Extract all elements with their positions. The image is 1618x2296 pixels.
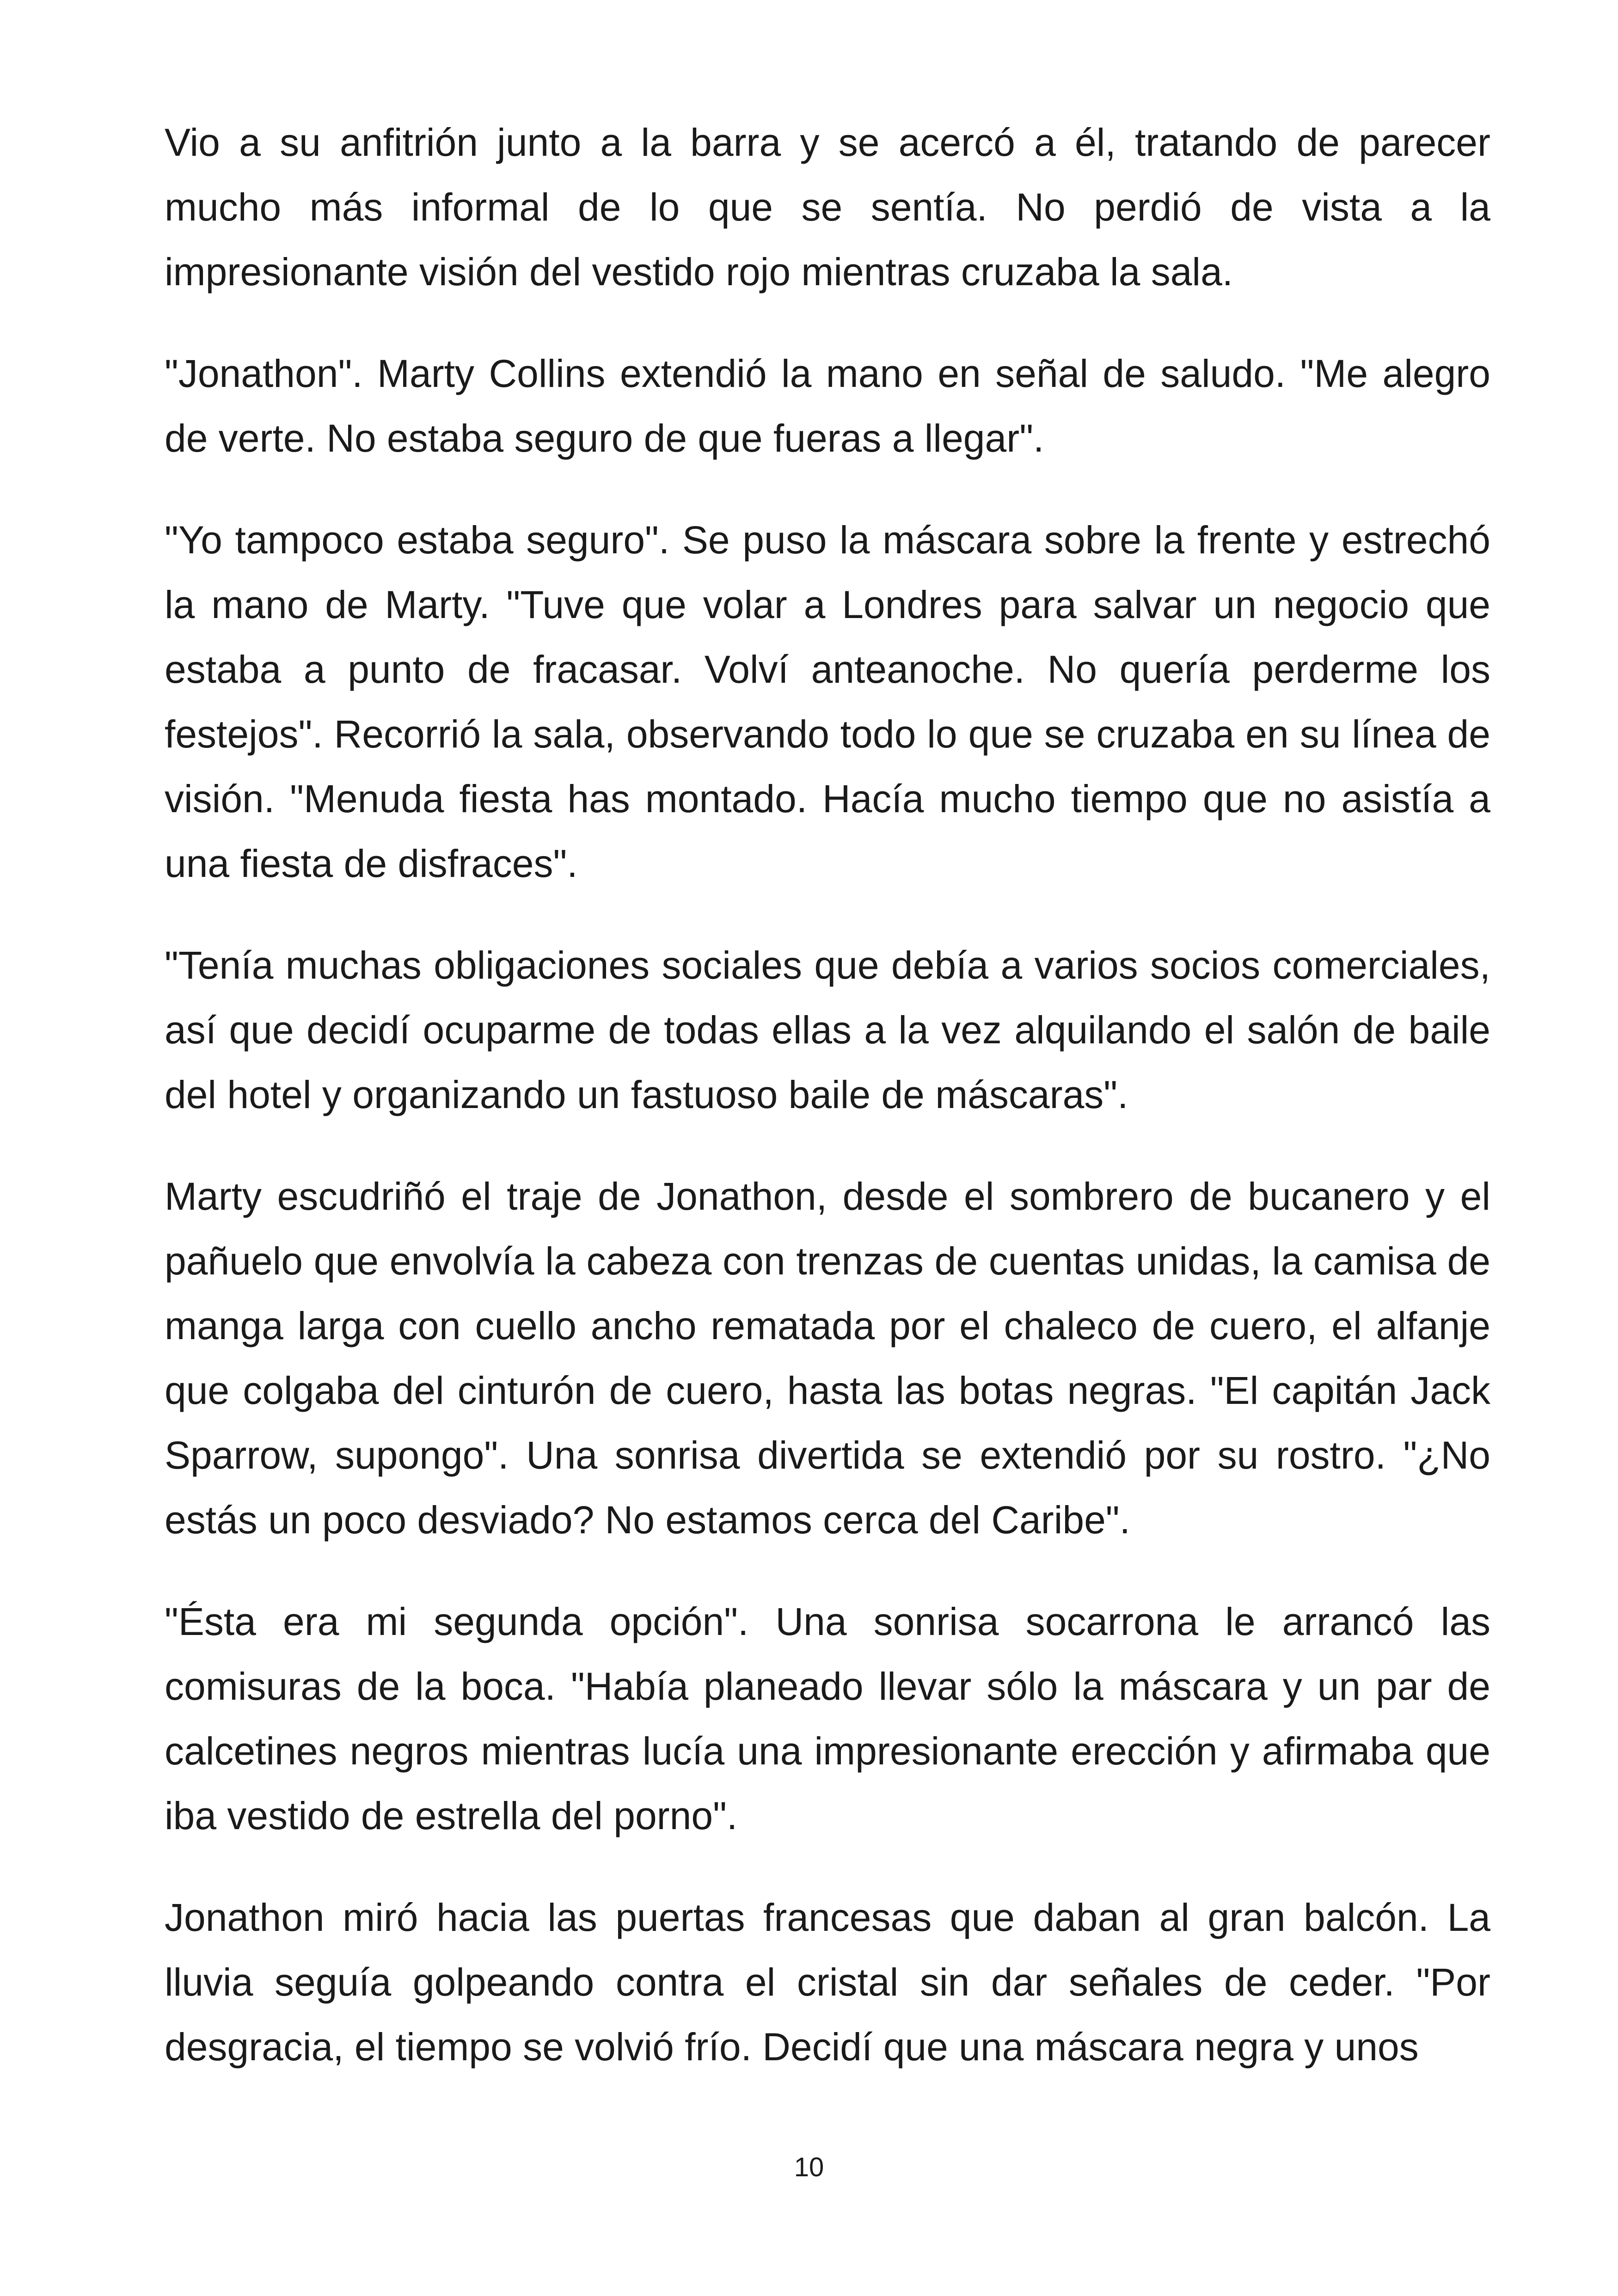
paragraph: "Tenía muchas obligaciones sociales que debía a varios socios comerciales, así que decidí ocuparme de todas ellas a la vez alquilando el salón de baile del hotel y organizando un fastuoso baile de máscaras".	[165, 943, 1490, 1116]
paragraph: "Ésta era mi segunda opción". Una sonrisa socarrona le arrancó las comisuras de la boca. "Había planeado llevar sólo la máscara y un par de calcetines negros mientras lucía una impresionante erección y afirmaba que iba vestido de estrella del porno".	[165, 1600, 1490, 1837]
paragraph: Vio a su anfitrión junto a la barra y se acercó a él, tratando de parecer mucho más informal de lo que se sentía. No perdió de vista a la impresionante visión del vestido rojo mientras cruzaba la sala.	[165, 121, 1490, 294]
paragraph: Marty escudriñó el traje de Jonathon, desde el sombrero de bucanero y el pañuelo que envolvía la cabeza con trenzas de cuentas unidas, la camisa de manga larga con cuello ancho rematada por el chaleco de cuero, el alfanje que colgaba del cinturón de cuero, hasta las botas negras. "El capitán Jack Sparrow, supongo". Una sonrisa divertida se extendió por su rostro. "¿No estás un poco desviado? No estamos cerca del Caribe".	[165, 1175, 1490, 1542]
page-number: 10	[794, 2152, 824, 2182]
paragraph: "Yo tampoco estaba seguro". Se puso la máscara sobre la frente y estrechó la mano de Marty. "Tuve que volar a Londres para salvar un negocio que estaba a punto de fracasar. Volví anteanoche. No quería perderme los festejos". Recorrió la sala, observando todo lo que se cruzaba en su línea de visión. "Menuda fiesta has montado. Hacía mucho tiempo que no asistía a una fiesta de disfraces".	[165, 518, 1490, 885]
paragraph: "Jonathon". Marty Collins extendió la mano en señal de saludo. "Me alegro de verte. No estaba seguro de que fueras a llegar".	[165, 352, 1490, 460]
body-text	[165, 110, 1490, 2116]
paragraph: Jonathon miró hacia las puertas francesas que daban al gran balcón. La lluvia seguía golpeando contra el cristal sin dar señales de ceder. "Por desgracia, el tiempo se volvió frío. Decidí que una máscara negra y unos	[165, 1896, 1490, 2069]
